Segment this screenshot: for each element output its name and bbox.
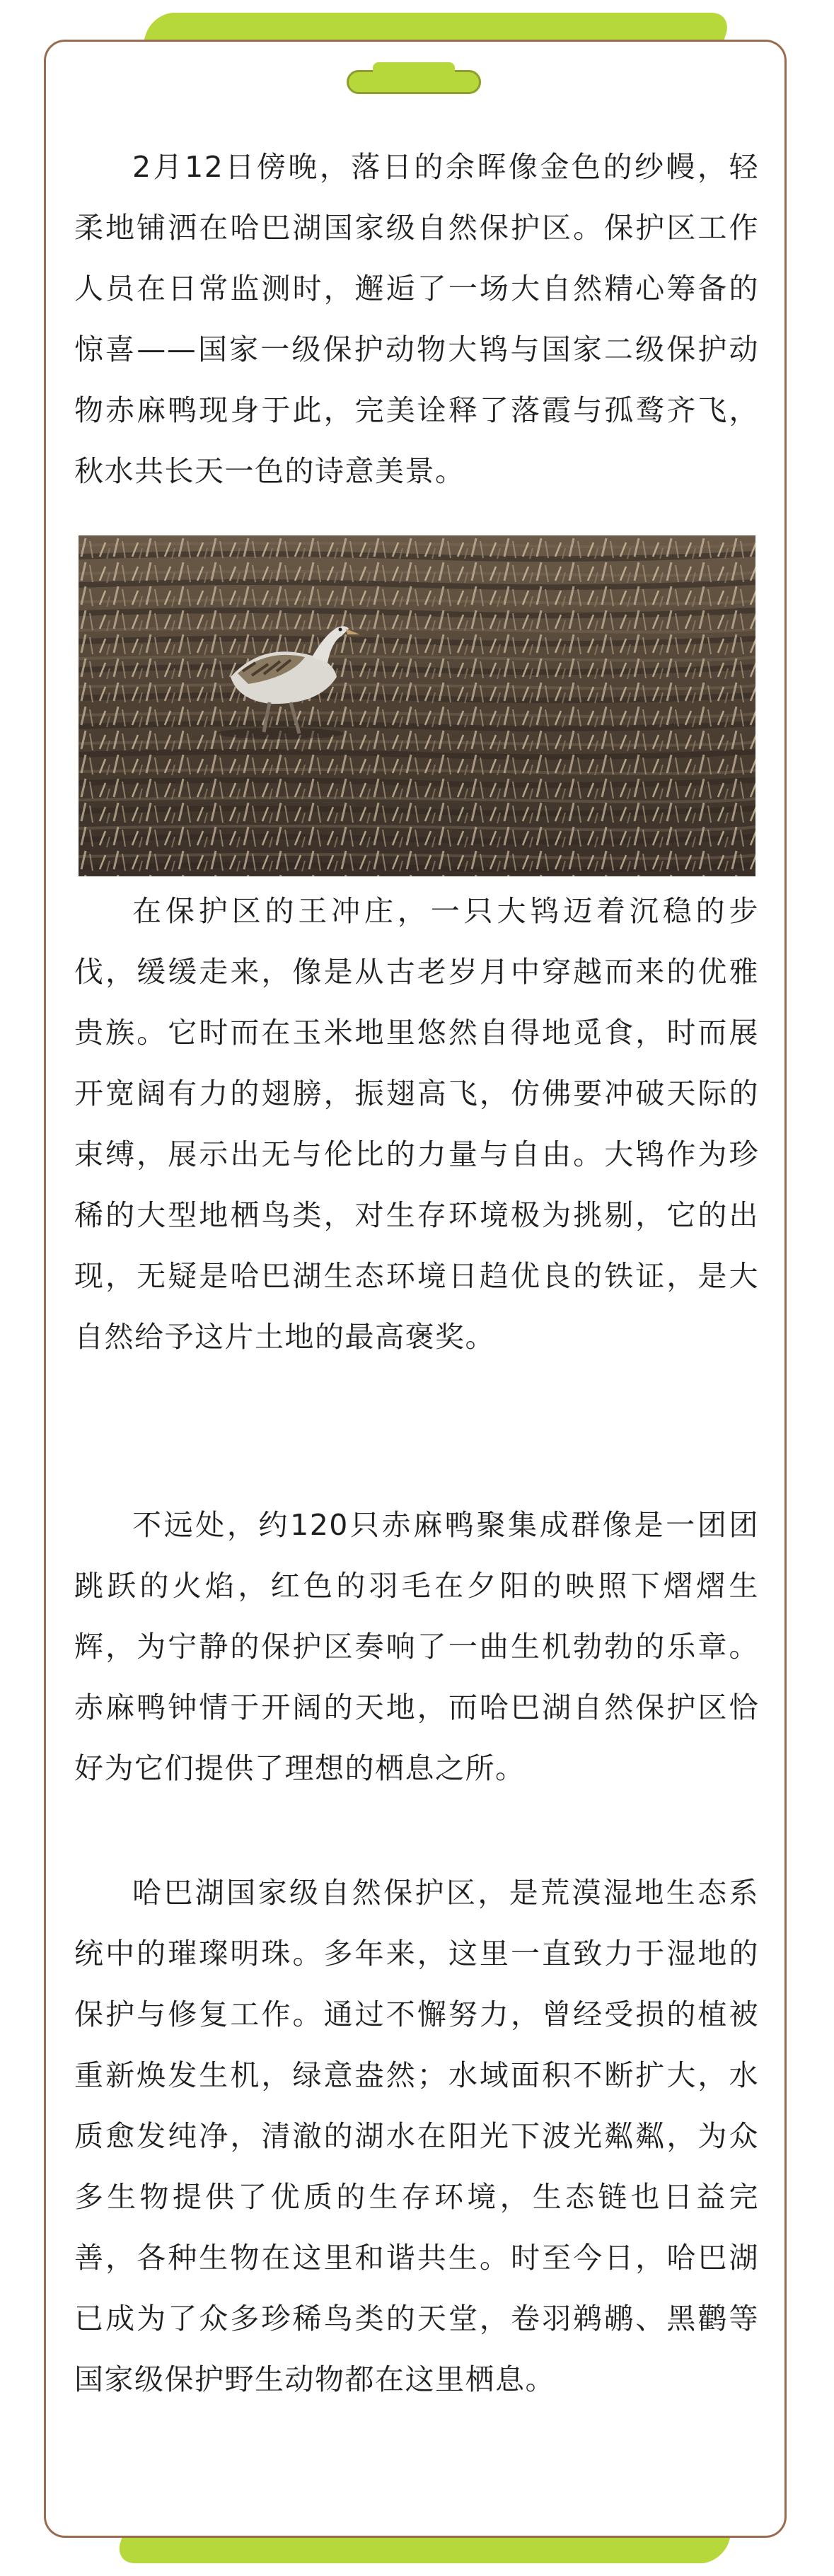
paragraph-1: 2月12日傍晚，落日的余晖像金色的纱幔，轻柔地铺洒在哈巴湖国家级自然保护区。保护区工作人员在日常监测时，邂逅了一场大自然精心筹备的惊喜——国家一级保护动物大鸨与国家二级保护动物赤麻鸭现身于此，完美诠释了落霞与孤鹜齐飞，秋水共长天一色的诗意美景。	[74, 150, 759, 488]
photo-bustard-in-cornfield	[79, 535, 755, 876]
photo-illustration	[79, 535, 755, 876]
paragraph-3: 不远处，约120只赤麻鸭聚集成群像是一团团跳跃的火焰，红色的羽毛在夕阳的映照下熠熠生辉，为宁静的保护区奏响了一曲生机勃勃的乐章。赤麻鸭钟情于开阔的天地，而哈巴湖自然保护区恰好为它们提供了理想的栖息之所。	[74, 1508, 759, 1785]
article-card	[44, 40, 787, 2538]
card-top-tab	[347, 70, 481, 94]
paragraph-4: 哈巴湖国家级自然保护区，是荒漠湿地生态系统中的璀璨明珠。多年来，这里一直致力于湿地的保护与修复工作。通过不懈努力，曾经受损的植被重新焕发生机，绿意盎然；水域面积不断扩大，水质愈发纯净，清澈的湖水在阳光下波光粼粼，为众多生物提供了优质的生存环境，生态链也日益完善，各种生物在这里和谐共生。时至今日，哈巴湖已成为了众多珍稀鸟类的天堂，卷羽鹈鹕、黑鹳等国家级保护野生动物都在这里栖息。	[74, 1876, 759, 2396]
paragraph-2: 在保护区的王冲庄，一只大鸨迈着沉稳的步伐，缓缓走来，像是从古老岁月中穿越而来的优雅贵族。它时而在玉米地里悠然自得地觅食，时而展开宽阔有力的翅膀，振翅高飞，仿佛要冲破天际的束缚，展示出无与伦比的力量与自由。大鸨作为珍稀的大型地栖鸟类，对生存环境极为挑剔，它的出现，无疑是哈巴湖生态环境日趋优良的铁证，是大自然给予这片土地的最高褒奖。	[74, 894, 759, 1354]
